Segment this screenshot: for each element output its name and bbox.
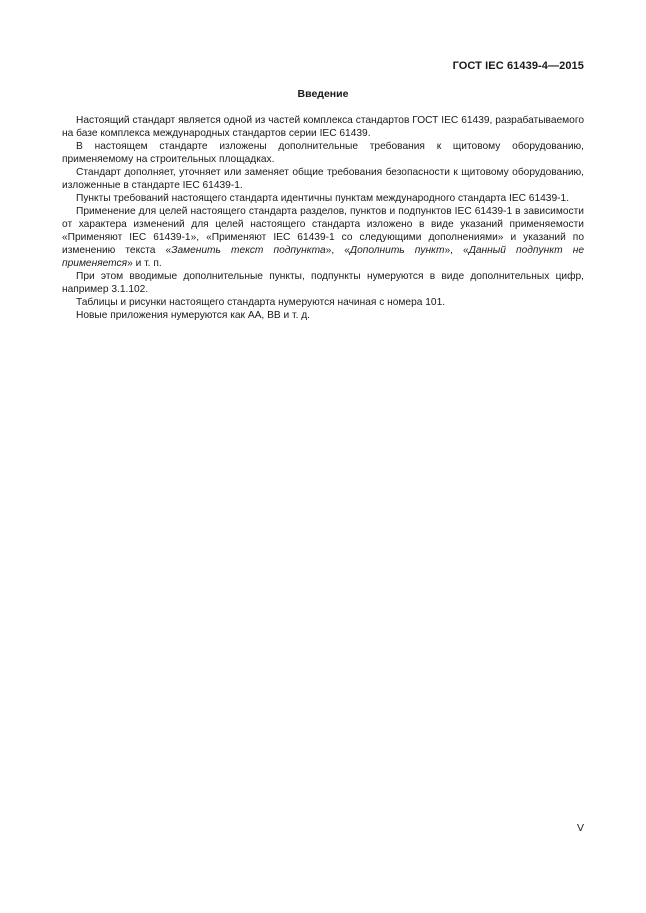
paragraph xyxy=(62,309,584,322)
paragraph-text: Применение для целей настоящего стандарта разделов, пунктов и подпунктов IEC 61439-1 в зависимости от характера изменений для целей настоящего стандарта изложено в виде указаний применяемости «Применяют IEC 61439-1», «Применяют IEC 61439-1 со следующими дополнениями» и указаний по изменению текста « xyxy=(62,206,584,256)
paragraph-text: В настоящем стандарте изложены дополнительные требования к щитовому оборудованию, применяемому на строительных площадках. xyxy=(62,141,584,165)
body-text xyxy=(62,114,584,322)
paragraph xyxy=(62,140,584,166)
paragraph-text: » и т. п. xyxy=(127,258,162,269)
paragraph-text: », « xyxy=(444,245,469,256)
paragraph-text: », « xyxy=(325,245,350,256)
paragraph xyxy=(62,205,584,270)
section-title: Введение xyxy=(297,88,349,100)
paragraph xyxy=(62,296,584,309)
paragraph-text: Стандарт дополняет, уточняет или заменяет общие требования безопасности к щитовому оборудованию, изложенные в стандарте IEC 61439-1. xyxy=(62,167,584,191)
paragraph xyxy=(62,114,584,140)
document-code-header: ГОСТ IEC 61439-4—2015 xyxy=(452,60,584,72)
paragraph-text: Таблицы и рисунки настоящего стандарта нумеруются начиная с номера 101. xyxy=(76,297,446,308)
paragraph-italic-text: Заменить текст подпункта xyxy=(171,245,326,256)
page-number: V xyxy=(576,822,584,834)
paragraph xyxy=(62,270,584,296)
paragraph-text: При этом вводимые дополнительные пункты, подпункты нумеруются в виде дополнительных цифр, например 3.1.102. xyxy=(62,271,584,295)
paragraph-text: Настоящий стандарт является одной из частей комплекса стандартов ГОСТ IEC 61439, разрабатываемого на базе комплекса международных стандартов серии IEC 61439. xyxy=(62,115,584,139)
paragraph-text: Пункты требований настоящего стандарта идентичны пунктам международного стандарта IEC 61439-1. xyxy=(76,193,570,204)
paragraph-italic-text: Данный подпункт не применяется xyxy=(62,245,584,269)
paragraph-italic-text: Дополнить пункт xyxy=(349,245,445,256)
paragraph-text: Новые приложения нумеруются как АА, ВВ и т. д. xyxy=(76,310,311,321)
paragraph xyxy=(62,192,584,205)
paragraph xyxy=(62,166,584,192)
